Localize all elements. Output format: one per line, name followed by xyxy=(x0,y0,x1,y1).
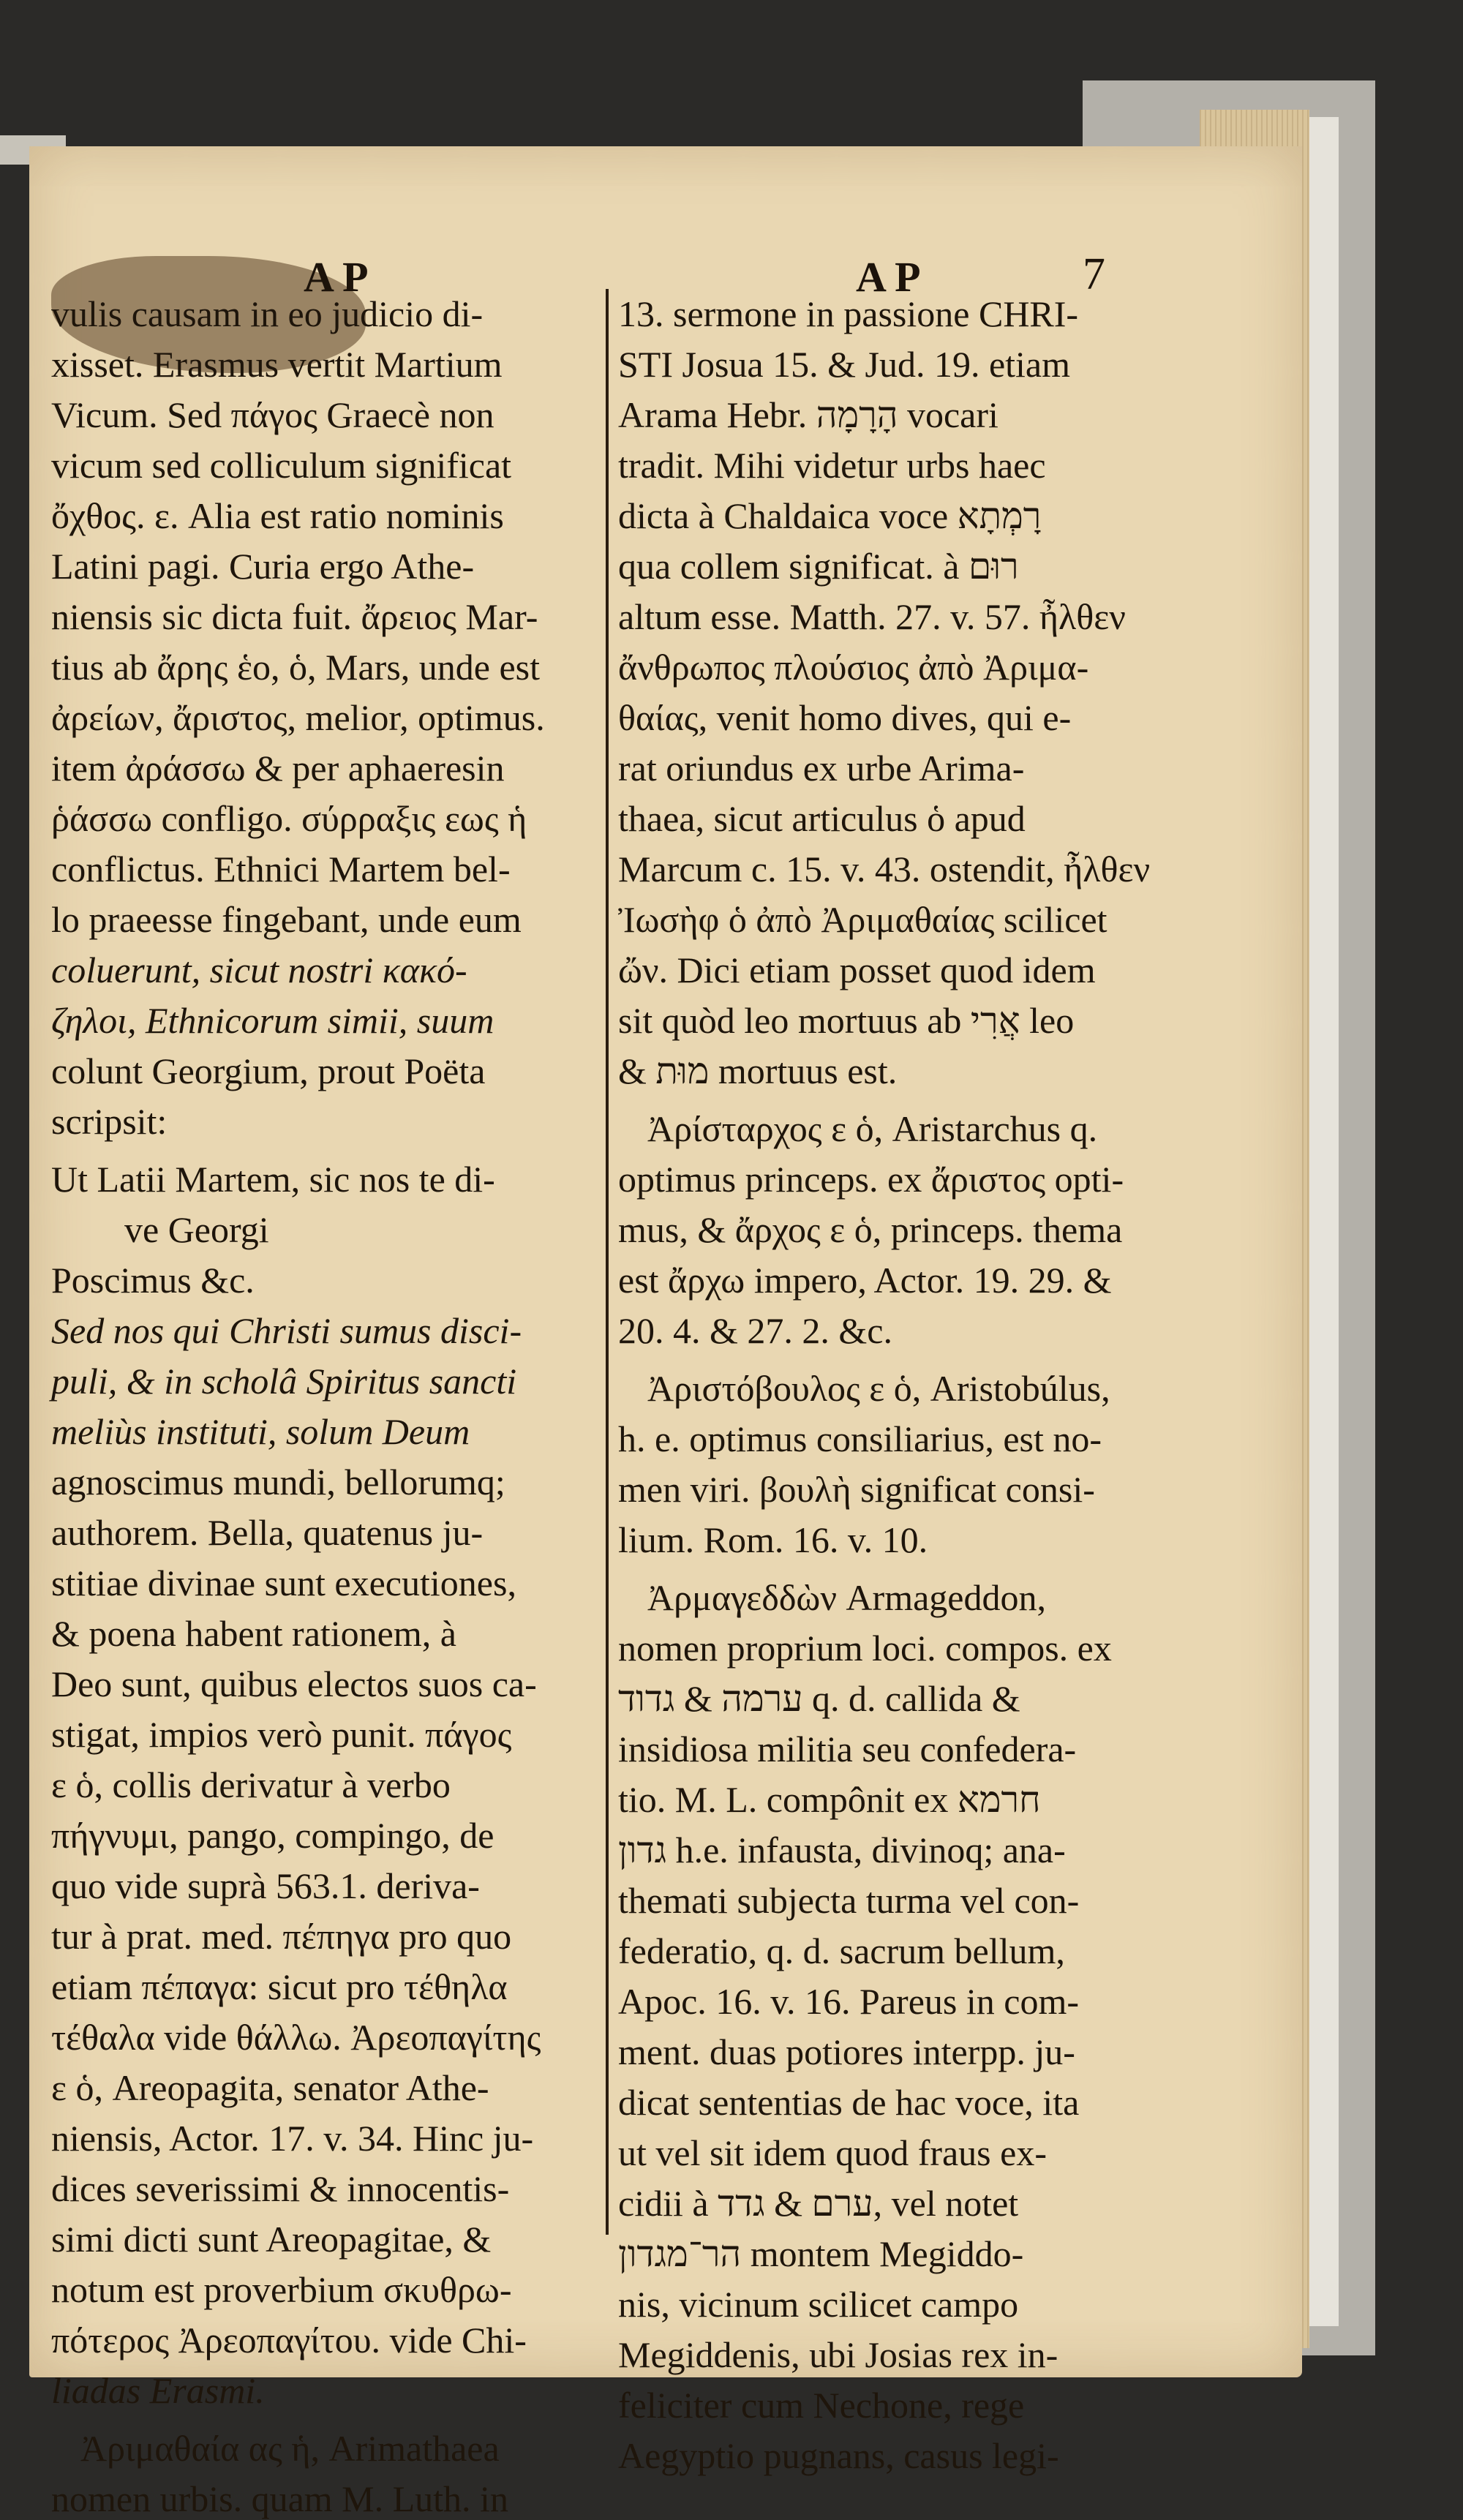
text-line: rat oriundus ex urbe Arima- xyxy=(618,748,1025,789)
text-line: coluerunt, sicut nostri κακό- xyxy=(51,949,467,990)
page-number: 7 xyxy=(1083,249,1105,299)
text-line: Sed nos qui Christi sumus disci- xyxy=(51,1310,522,1351)
text-line: ῥάσσω confligo. σύρραξις εως ἡ xyxy=(51,798,527,839)
text-line: ὤν. Dici etiam posset quod idem xyxy=(618,949,1096,990)
text-line: altum esse. Matth. 27. v. 57. ἦλθεν xyxy=(618,596,1126,637)
text-line: גדון h.e. infausta, divinoq; ana- xyxy=(618,1829,1066,1870)
text-line: θαίας, venit homo dives, qui e- xyxy=(618,697,1072,738)
text-line: Ἀριμαθαία ας ἡ, Arimathaea xyxy=(80,2428,500,2469)
text-line: nomen proprium loci. compos. ex xyxy=(618,1628,1112,1669)
text-line: item ἀράσσω & per aphaeresin xyxy=(51,748,505,789)
text-line: ζηλοι, Ethnicorum simii, suum xyxy=(51,1000,494,1041)
text-line: dices severissimi & innocentis- xyxy=(51,2168,510,2209)
text-line: πότερος Ἀρεοπαγίτου. vide Chi- xyxy=(51,2320,527,2361)
text-line: Aegyptio pugnans, casus legi- xyxy=(618,2435,1059,2476)
text-line: & מוּת mortuus est. xyxy=(618,1050,898,1091)
text-line: men viri. βουλὴ significat consi- xyxy=(618,1469,1095,1510)
text-line: cidii à ערם & גדד, vel notet xyxy=(618,2183,1019,2224)
text-line: stitiae divinae sunt executiones, xyxy=(51,1562,516,1603)
text-line: colunt Georgium, prout Poëta xyxy=(51,1050,486,1091)
text-line: nomen urbis. quam M. Luth. in xyxy=(51,2478,508,2519)
text-line: Arama Hebr. הָרָמָה vocari xyxy=(618,394,998,435)
text-line: feliciter cum Nechone, rege xyxy=(618,2385,1025,2426)
text-line: הר־מגדון montem Megiddo- xyxy=(618,2233,1024,2274)
text-line: Ἀρίσταρχος ε ὁ, Aristarchus q. xyxy=(647,1108,1098,1149)
text-line: πήγνυμι, pango, compingo, de xyxy=(51,1815,494,1856)
column-rule xyxy=(606,289,609,2235)
text-line: conflictus. Ethnici Martem bel- xyxy=(51,849,511,889)
text-line: notum est proverbium σκυθρω- xyxy=(51,2269,512,2310)
text-line: ὄχθος. ε. Alia est ratio nominis xyxy=(51,495,504,536)
text-line: tius ab ἄρης ἑο, ὁ, Mars, unde est xyxy=(51,647,541,688)
text-line: Megiddenis, ubi Josias rex in- xyxy=(618,2334,1058,2375)
text-line: Ἀριστόβουλος ε ὁ, Aristobúlus, xyxy=(647,1368,1110,1409)
text-line: themati subjecta turma vel con- xyxy=(618,1880,1080,1921)
text-line: sit quòd leo mortuus ab אֲרִי leo xyxy=(618,1000,1075,1041)
text-line: stigat, impios verò punit. πάγος xyxy=(51,1714,512,1755)
text-line: STI Josua 15. & Jud. 19. etiam xyxy=(618,344,1071,385)
right-column xyxy=(618,289,1151,2481)
text-line: qua collem significat. à רוּם xyxy=(618,546,1019,587)
text-line: ut vel sit idem quod fraus ex- xyxy=(618,2132,1047,2173)
text-line: Ἀρμαγεδδὼν Armageddon, xyxy=(647,1577,1046,1618)
text-line: Vicum. Sed πάγος Graecè non xyxy=(51,394,494,435)
text-line: ve Georgi xyxy=(124,1209,269,1250)
text-line: tio. M. L. compônit ex חרמא xyxy=(618,1779,1041,1820)
text-line: insidiosa militia seu confedera- xyxy=(618,1729,1077,1769)
text-line: Ut Latii Martem, sic nos te di- xyxy=(51,1159,495,1200)
running-head-right: A P xyxy=(856,253,921,301)
text-line: mus, & ἄρχος ε ὁ, princeps. thema xyxy=(618,1209,1123,1250)
text-line: Apoc. 16. v. 16. Pareus in com- xyxy=(618,1981,1079,2022)
text-line: authorem. Bella, quatenus ju- xyxy=(51,1512,484,1553)
text-line: simi dicti sunt Areopagitae, & xyxy=(51,2219,492,2260)
text-line: niensis sic dicta fuit. ἄρειος Mar- xyxy=(51,596,538,637)
text-line: ἄνθρωπος πλούσιος ἀπὸ Ἀριμα- xyxy=(618,647,1089,688)
text-line: Poscimus &c. xyxy=(51,1260,255,1301)
text-line: & poena habent rationem, à xyxy=(51,1613,456,1654)
text-line: ערמה & גדוד q. d. callida & xyxy=(618,1678,1020,1719)
left-column xyxy=(51,289,593,2520)
text-line: Deo sunt, quibus electos suos ca- xyxy=(51,1663,537,1704)
text-line: Marcum c. 15. v. 43. ostendit, ἦλθεν xyxy=(618,849,1151,889)
text-line: ἀρείων, ἄριστος, melior, optimus. xyxy=(51,697,545,738)
text-line: puli, & in scholâ Spiritus sancti xyxy=(51,1361,517,1402)
text-line: Latini pagi. Curia ergo Athe- xyxy=(51,546,475,587)
text-line: federatio, q. d. sacrum bellum, xyxy=(618,1930,1065,1971)
text-line: nis, vicinum scilicet campo xyxy=(618,2284,1019,2325)
text-line: tradit. Mihi videtur urbs haec xyxy=(618,445,1046,486)
text-line: lium. Rom. 16. v. 10. xyxy=(618,1519,928,1560)
text-line: ε ὁ, Areopagita, senator Athe- xyxy=(51,2067,489,2108)
text-line: lo praeesse fingebant, unde eum xyxy=(51,899,522,940)
text-line: h. e. optimus consiliarius, est no- xyxy=(618,1418,1102,1459)
text-line: scripsit: xyxy=(51,1101,168,1142)
text-line: ment. duas potiores interpp. ju- xyxy=(618,2031,1075,2072)
text-line: dicat sententias de hac voce, ita xyxy=(618,2082,1080,2123)
text-line: agnoscimus mundi, bellorumq; xyxy=(51,1462,505,1502)
text-line: vicum sed colliculum significat xyxy=(51,445,512,486)
text-line: dicta à Chaldaica voce רָמְתָא xyxy=(618,495,1042,536)
text-line: meliùs instituti, solum Deum xyxy=(51,1411,470,1452)
text-line: vulis causam in eo judicio di- xyxy=(51,293,484,334)
running-head-left: A P xyxy=(304,253,369,301)
text-line: quo vide suprà 563.1. deriva- xyxy=(51,1865,480,1906)
text-line: ε ὁ, collis derivatur à verbo xyxy=(51,1764,451,1805)
text-line: niensis, Actor. 17. v. 34. Hinc ju- xyxy=(51,2118,534,2159)
text-line: 13. sermone in passione CHRI- xyxy=(618,293,1079,334)
text-line: etiam πέπαγα: sicut pro τέθηλα xyxy=(51,1966,508,2007)
text-line: τέθαλα vide θάλλω. Ἀρεοπαγίτης xyxy=(51,2017,541,2058)
text-line: 20. 4. & 27. 2. &c. xyxy=(618,1310,892,1351)
text-line: Ἰωσὴφ ὁ ἀπὸ Ἀριμαθαίας scilicet xyxy=(618,899,1107,940)
text-line: tur à prat. med. πέπηγα pro quo xyxy=(51,1916,512,1957)
text-line: optimus princeps. ex ἄριστος opti- xyxy=(618,1159,1124,1200)
text-line: xisset. Erasmus vertit Martium xyxy=(51,344,503,385)
text-line: thaea, sicut articulus ὁ apud xyxy=(618,798,1026,839)
text-line: liadas Erasmi. xyxy=(51,2370,265,2411)
text-line: est ἄρχω impero, Actor. 19. 29. & xyxy=(618,1260,1112,1301)
